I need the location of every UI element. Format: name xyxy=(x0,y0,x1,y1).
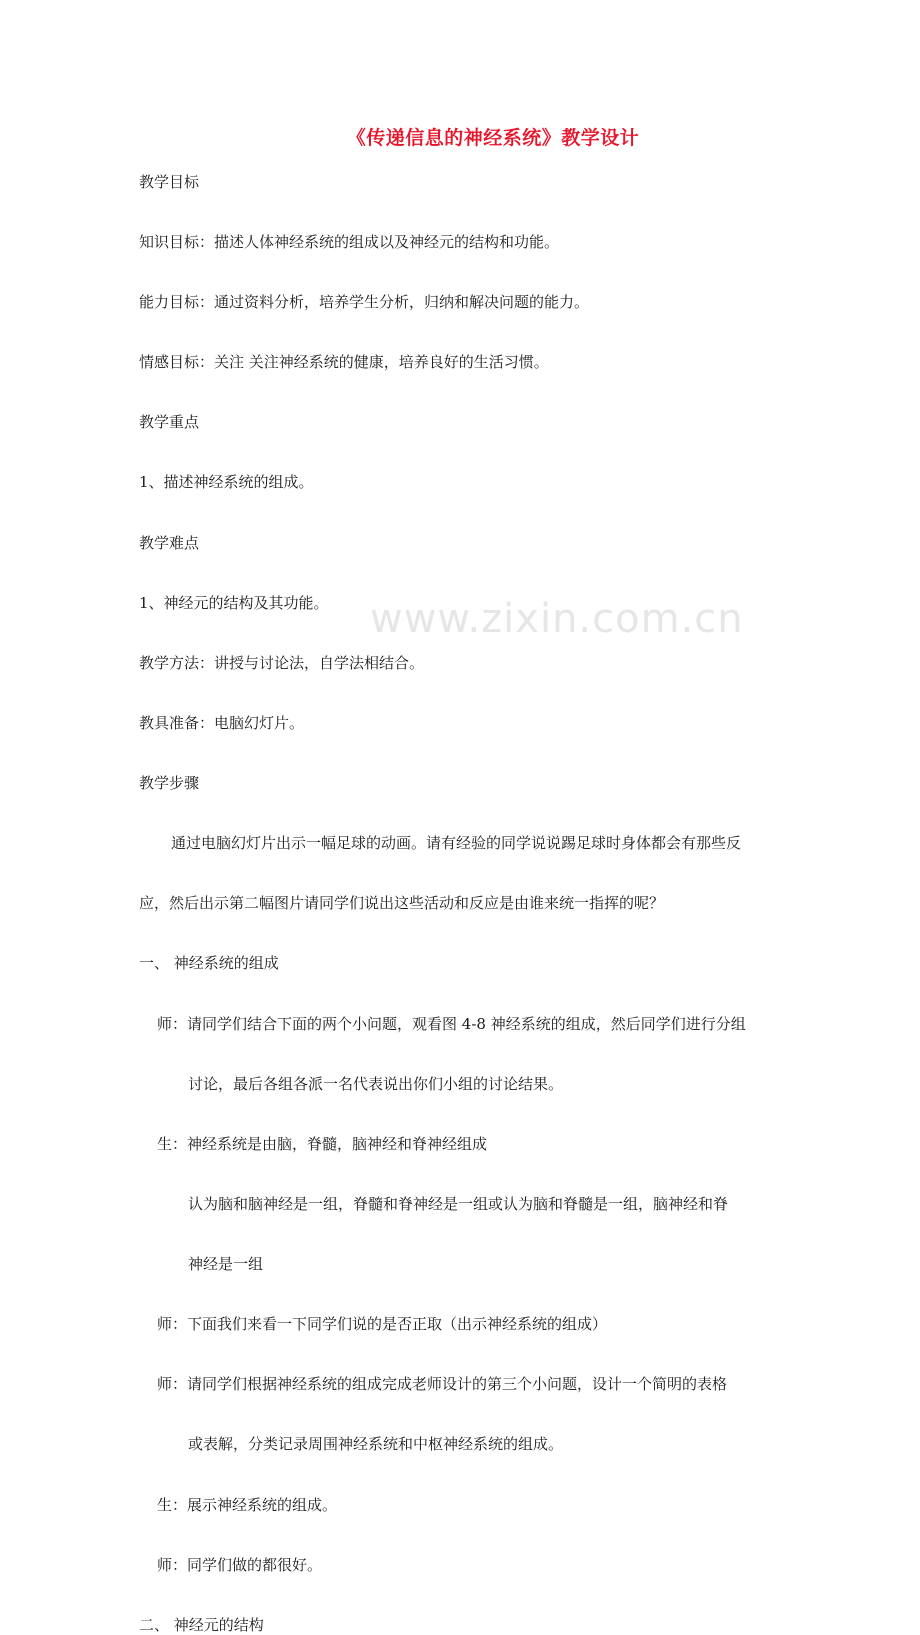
knowledge-goal: 知识目标：描述人体神经系统的组成以及神经元的结构和功能。 xyxy=(139,233,560,251)
teacher-line-1a: 师：请同学们结合下面的两个小问题，观看图 4-8 神经系统的组成，然后同学们进行分组 xyxy=(157,1015,746,1033)
intro-paragraph-line-2: 应，然后出示第二幅图片请同学们说出这些活动和反应是由谁来统一指挥的呢？ xyxy=(139,894,665,912)
heading-teaching-steps: 教学步骤 xyxy=(139,774,200,792)
emotion-goal: 情感目标：关注 关注神经系统的健康，培养良好的生活习惯。 xyxy=(139,353,549,371)
teacher-line-3a: 师：请同学们根据神经系统的组成完成老师设计的第三个小问题，设计一个简明的表格 xyxy=(157,1375,728,1393)
student-line-1: 生：神经系统是由脑，脊髓，脑神经和脊神经组成 xyxy=(157,1135,488,1153)
student-line-2: 生：展示神经系统的组成。 xyxy=(157,1496,338,1514)
student-line-1b: 认为脑和脑神经是一组，脊髓和脊神经是一组或认为脑和脊髓是一组，脑神经和脊 xyxy=(188,1195,729,1213)
teacher-line-3b: 或表解，分类记录周围神经系统和中枢神经系统的组成。 xyxy=(188,1435,564,1453)
student-line-1c: 神经是一组 xyxy=(188,1255,264,1273)
heading-teaching-goals: 教学目标 xyxy=(139,173,200,191)
intro-paragraph-line-1: 通过电脑幻灯片出示一幅足球的动画。请有经验的同学说说踢足球时身体都会有那些反 xyxy=(171,834,742,852)
teacher-line-1b: 讨论，最后各组各派一名代表说出你们小组的讨论结果。 xyxy=(188,1075,564,1093)
ability-goal: 能力目标：通过资料分析，培养学生分析，归纳和解决问题的能力。 xyxy=(139,293,590,311)
teaching-materials: 教具准备：电脑幻灯片。 xyxy=(139,714,305,732)
heading-key-points: 教学重点 xyxy=(139,413,200,431)
section-heading-1: 一、 神经系统的组成 xyxy=(139,954,279,972)
document-title: 《传递信息的神经系统》教学设计 xyxy=(346,127,640,149)
teaching-method: 教学方法：讲授与讨论法，自学法相结合。 xyxy=(139,654,425,672)
teacher-line-2: 师：下面我们来看一下同学们说的是否正取（出示神经系统的组成） xyxy=(157,1315,608,1333)
watermark-text: www.zixin.com.cn xyxy=(370,596,744,642)
difficult-point-1: 1、神经元的结构及其功能。 xyxy=(139,594,329,612)
heading-difficult-points: 教学难点 xyxy=(139,534,200,552)
section-heading-2: 二、 神经元的结构 xyxy=(139,1616,264,1634)
teacher-line-4: 师：同学们做的都很好。 xyxy=(157,1556,323,1574)
key-point-1: 1、描述神经系统的组成。 xyxy=(139,473,314,491)
